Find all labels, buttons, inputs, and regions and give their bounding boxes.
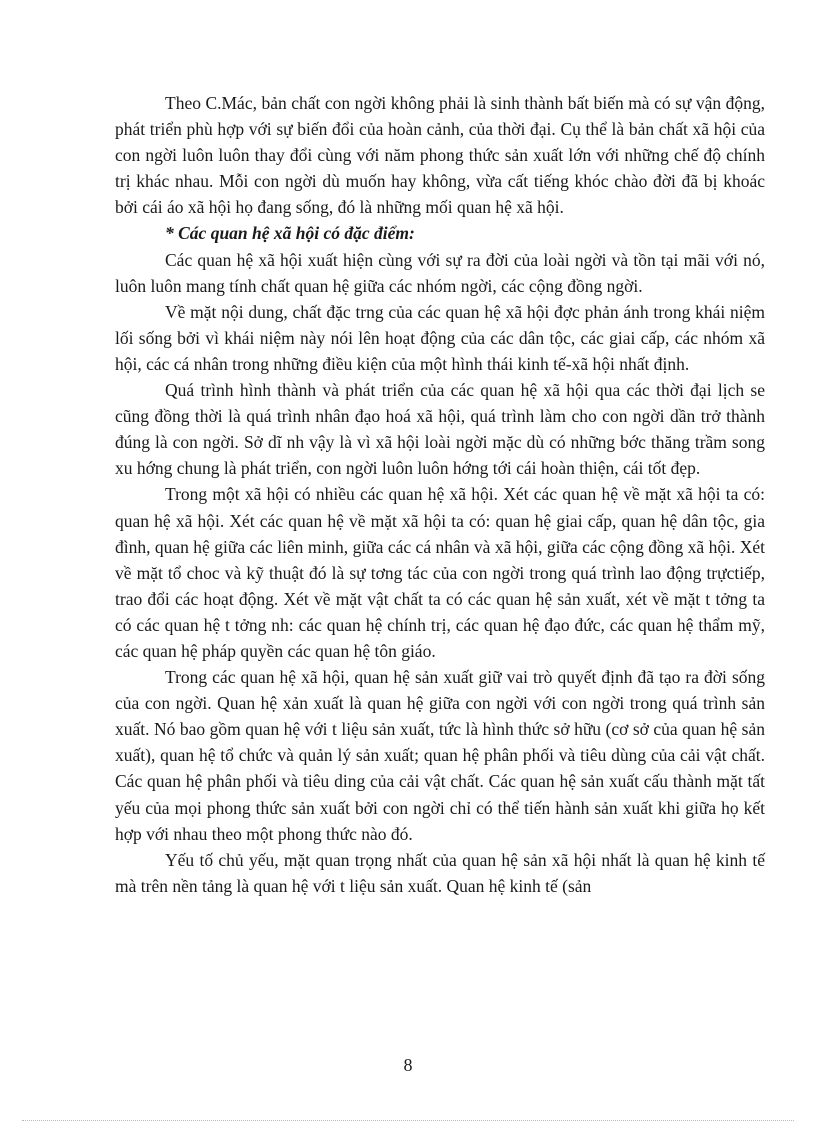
paragraph-1: Theo C.Mác, bản chất con ngời không phải là sinh thành bất biến mà có sự vận động, phát triển phù hợp với sự biến đổi của hoàn cảnh, của thời đại. Cụ thể là bản chất xã hội của con ngời luôn luôn thay đổi cùng với năm phong thức sản xuất lớn với những chế độ chính trị khác nhau. Mỗi con ngời dù muốn hay không, vừa cất tiếng khóc chào đời đã bị khoác bởi cái áo xã hội họ đang sống, đó là những mối quan hệ xã hội. bbox=[115, 93, 765, 218]
paragraph-3: Về mặt nội dung, chất đặc trng của các quan hệ xã hội đợc phản ánh trong khái niệm lối sống bởi vì khái niệm này nói lên hoạt động của các dân tộc, các giai cấp, các nhóm xã hội, các cá nhân trong những điều kiện của một hình thái kinh tế-xã hội nhất định. bbox=[115, 301, 765, 374]
paragraph-6: Trong các quan hệ xã hội, quan hệ sản xuất giữ vai trò quyết định đã tạo ra đời sống của con ngời. Quan hệ xản xuất là quan hệ giữa con ngời với con ngời trong quá trình sản xuất. Nó bao gồm quan hệ với t liệu sản xuất, tức là hình thức sở hữu (cơ sở của quan hệ sản xuất), quan hệ tổ chức và quản lý sản xuất; quan hệ phân phối và tiêu dùng của cải vật chất. Các quan hệ phân phối và tiêu ding của cải vật chất. Các quan hệ sản xuất cấu thành mặt tất yếu của mọi phong thức sản xuất bởi con ngời chỉ có thể tiến hành sản xuất khi giữa họ kết hợp với nhau theo một phong thức nào đó. bbox=[115, 667, 765, 844]
page-number: 8 bbox=[403, 1055, 413, 1075]
paragraph-5: Trong một xã hội có nhiều các quan hệ xã hội. Xét các quan hệ về mặt xã hội ta có: quan hệ xã hội. Xét các quan hệ về mặt xã hội ta có: quan hệ giai cấp, quan hệ dân tộc, gia đình, quan hệ giữa các liên minh, giữa các cá nhân và xã hội, giữa các cộng đồng xã hội. Xét về mặt tổ choc và kỹ thuật đó là sự tơng tác của con ngời trong quá trình lao động trựctiếp, trao đổi các hoạt động. Xét về mặt vật chất ta có các quan hệ sản xuất, xét về mặt t tởng ta có các quan hệ t tởng nh: các quan hệ chính trị, các quan hệ đạo đức, các quan hệ thẩm mỹ, các quan hệ pháp quyền các quan hệ tôn giáo. bbox=[115, 484, 765, 661]
paragraph-7: Yếu tố chủ yếu, mặt quan trọng nhất của quan hệ sản xã hội nhất là quan hệ kinh tế mà trên nền tảng là quan hệ với t liệu sản xuất. Quan hệ kinh tế (sản bbox=[115, 849, 765, 896]
paragraph-4: Quá trình hình thành và phát triển của các quan hệ xã hội qua các thời đại lịch se cũng đồng thời là quá trình nhân đạo hoá xã hội, quá trình làm cho con ngời dần trở thành đúng là con ngời. Sở dĩ nh vậy là vì xã hội loài ngời mặc dù có những bớc thăng trầm song xu hớng chung là phát triển, con ngời luôn luôn hớng tới cái hoàn thiện, cái tốt đẹp. bbox=[115, 380, 765, 479]
body-text bbox=[115, 90, 765, 899]
section-heading: * Các quan hệ xã hội có đặc điểm: bbox=[165, 223, 415, 244]
paragraph-2: Các quan hệ xã hội xuất hiện cùng với sự ra đời của loài ngời và tồn tại mãi với nó, luôn luôn mang tính chất quan hệ giữa các nhóm ngời, các cộng đồng ngời. bbox=[115, 249, 765, 296]
page-border-divider bbox=[22, 1120, 794, 1121]
